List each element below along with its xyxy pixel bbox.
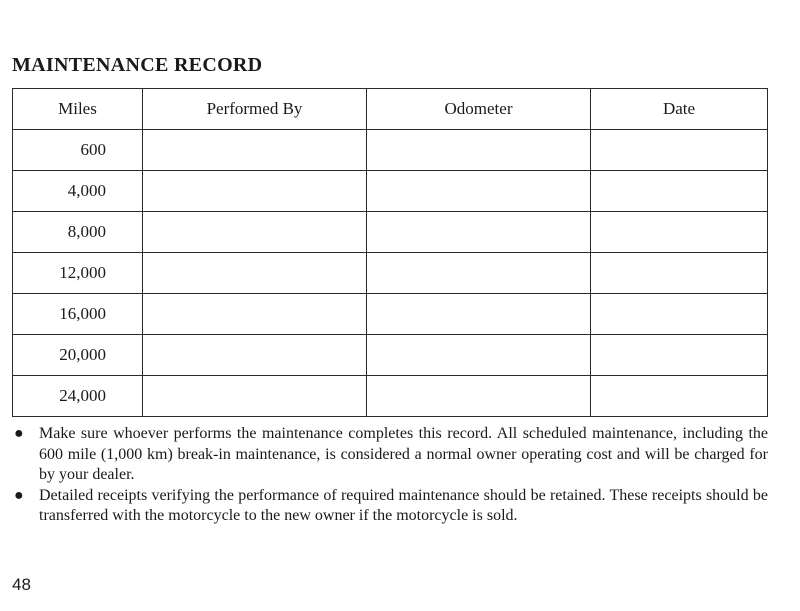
date-cell[interactable] [591, 171, 768, 212]
odometer-cell[interactable] [367, 335, 591, 376]
performed-by-cell[interactable] [143, 171, 367, 212]
table-row [13, 253, 768, 294]
miles-cell: 4,000 [13, 171, 143, 212]
table-row [13, 130, 768, 171]
date-cell[interactable] [591, 294, 768, 335]
odometer-cell[interactable] [367, 171, 591, 212]
page-number: 48 [12, 575, 31, 594]
date-cell[interactable] [591, 130, 768, 171]
miles-cell: 600 [13, 130, 143, 171]
date-cell[interactable] [591, 335, 768, 376]
miles-cell: 16,000 [13, 294, 143, 335]
column-header-miles: Miles [13, 89, 143, 130]
miles-cell: 24,000 [13, 376, 143, 417]
table-row [13, 335, 768, 376]
performed-by-cell[interactable] [143, 294, 367, 335]
odometer-cell[interactable] [367, 212, 591, 253]
table-row [13, 294, 768, 335]
maintenance-record-table [12, 88, 768, 417]
column-header-odometer: Odometer [367, 89, 591, 130]
list-item [12, 486, 768, 527]
notes-list [12, 424, 768, 527]
table-row [13, 212, 768, 253]
column-header-performed-by: Performed By [143, 89, 367, 130]
performed-by-cell[interactable] [143, 335, 367, 376]
performed-by-cell[interactable] [143, 376, 367, 417]
performed-by-cell[interactable] [143, 130, 367, 171]
date-cell[interactable] [591, 212, 768, 253]
table-row [13, 376, 768, 417]
odometer-cell[interactable] [367, 130, 591, 171]
odometer-cell[interactable] [367, 253, 591, 294]
performed-by-cell[interactable] [143, 212, 367, 253]
performed-by-cell[interactable] [143, 253, 367, 294]
list-item [12, 424, 768, 486]
note-text: Make sure whoever performs the maintenance completes this record. All scheduled maintenance, including the 600 mile (1,000 km) break-in maintenance, is considered a normal owner operating cost and will be charged for by your dealer. [39, 425, 768, 483]
miles-cell: 8,000 [13, 212, 143, 253]
bullet-icon: ● [14, 486, 24, 504]
note-text: Detailed receipts verifying the performance of required maintenance should be retained. These receipts should be transferred with the motorcycle to the new owner if the motorcycle is sold. [39, 486, 768, 524]
date-cell[interactable] [591, 376, 768, 417]
date-cell[interactable] [591, 253, 768, 294]
table-row [13, 171, 768, 212]
column-header-date: Date [591, 89, 768, 130]
odometer-cell[interactable] [367, 294, 591, 335]
miles-cell: 12,000 [13, 253, 143, 294]
table-header-row [13, 89, 768, 130]
page-title: MAINTENANCE RECORD [12, 54, 263, 76]
miles-cell: 20,000 [13, 335, 143, 376]
bullet-icon: ● [14, 425, 24, 442]
odometer-cell[interactable] [367, 376, 591, 417]
